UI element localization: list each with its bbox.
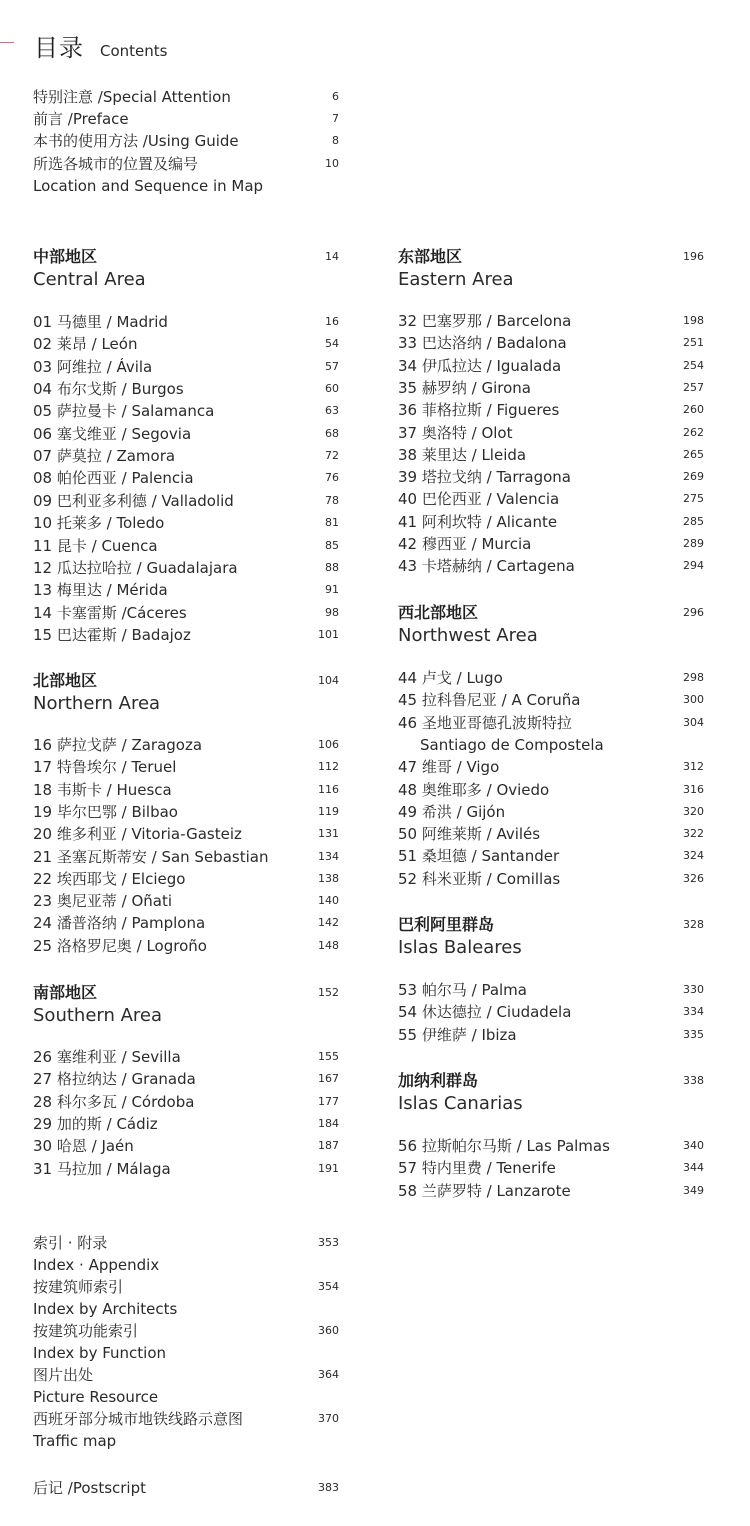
- toc-page-number: 85: [325, 538, 339, 552]
- toc-entry[interactable]: [398, 533, 704, 555]
- toc-entry-label: 18 韦斯卡 / Huesca: [33, 780, 172, 799]
- section-page-number: 196: [683, 250, 704, 263]
- toc-entry-label: 11 昆卡 / Cuenca: [33, 536, 158, 555]
- toc-entry[interactable]: [398, 756, 704, 778]
- toc-page-number: 294: [683, 559, 704, 573]
- toc-entry[interactable]: [398, 377, 704, 399]
- toc-entry[interactable]: [33, 356, 339, 378]
- toc-entry[interactable]: [398, 979, 704, 1001]
- toc-entry-label-en: Traffic map: [33, 1432, 117, 1450]
- section-title-cn: 东部地区: [398, 247, 463, 266]
- section-eastern[interactable]: [398, 246, 704, 292]
- section-canarias[interactable]: [398, 1070, 704, 1116]
- toc-entry[interactable]: [398, 422, 704, 444]
- toc-entry-label: 21 圣塞瓦斯蒂安 / San Sebastian: [33, 847, 269, 866]
- toc-entry[interactable]: [33, 868, 339, 890]
- section-title-cn: 中部地区: [33, 247, 98, 266]
- toc-page-number: 60: [325, 382, 339, 396]
- toc-page-number: 177: [318, 1094, 339, 1108]
- toc-entry[interactable]: [398, 779, 704, 801]
- accent-line: [0, 42, 14, 43]
- toc-entry[interactable]: [398, 555, 704, 577]
- toc-page-number: 330: [683, 983, 704, 996]
- toc-entry[interactable]: [33, 333, 339, 355]
- toc-page-number: 6: [332, 90, 339, 103]
- toc-page-number: 16: [325, 315, 339, 328]
- toc-entry[interactable]: [33, 535, 339, 557]
- toc-entry[interactable]: [33, 1068, 339, 1090]
- toc-entry[interactable]: [33, 935, 339, 957]
- toc-page-number: 320: [683, 804, 704, 818]
- toc-entry[interactable]: [33, 846, 339, 868]
- toc-page-number: 167: [318, 1072, 339, 1086]
- toc-entry-label: 26 塞维利亚 / Sevilla: [33, 1048, 181, 1066]
- toc-page-number: 316: [683, 782, 704, 796]
- toc-entry[interactable]: [398, 310, 704, 332]
- toc-entry-label: 42 穆西亚 / Murcia: [398, 535, 532, 553]
- toc-entry-label: 01 马德里 / Madrid: [33, 313, 168, 331]
- toc-page-number: 187: [318, 1139, 339, 1153]
- toc-entry[interactable]: [33, 1158, 339, 1180]
- section-title-en: Southern Area: [33, 1005, 163, 1026]
- toc-page-number: 76: [325, 471, 339, 485]
- toc-entry-special-attention[interactable]: [33, 86, 339, 108]
- toc-entry-label: 50 阿维莱斯 / Avilés: [398, 825, 541, 844]
- contents-header: [34, 28, 167, 63]
- toc-entry-label: 本书的使用方法 /Using Guide: [33, 132, 239, 150]
- toc-page-number: 191: [318, 1161, 339, 1175]
- toc-entry[interactable]: [398, 444, 704, 466]
- toc-entry-label: 40 巴伦西亚 / Valencia: [398, 490, 560, 509]
- toc-entry-label: 03 阿维拉 / Ávila: [33, 357, 153, 376]
- toc-entry-label: 39 塔拉戈纳 / Tarragona: [398, 468, 571, 487]
- toc-entry[interactable]: [33, 1135, 339, 1157]
- section-page-number: 104: [318, 674, 339, 687]
- toc-page-number: 324: [683, 849, 704, 863]
- toc-entry[interactable]: [398, 332, 704, 354]
- toc-page-number: 63: [325, 404, 339, 418]
- toc-page-number: 8: [332, 134, 339, 147]
- toc-entry-label-en: Index · Appendix: [33, 1256, 160, 1274]
- toc-entry[interactable]: [33, 912, 339, 934]
- section-northwest[interactable]: [398, 602, 704, 648]
- toc-page-number: 148: [318, 938, 339, 952]
- toc-page-number: 116: [318, 782, 339, 796]
- toc-entry[interactable]: [33, 734, 339, 756]
- section-title-en: Islas Canarias: [398, 1093, 523, 1114]
- toc-entry-label: 34 伊瓜拉达 / Igualada: [398, 356, 562, 375]
- toc-entry[interactable]: [398, 355, 704, 377]
- toc-entry[interactable]: [33, 756, 339, 778]
- toc-page-number: 119: [318, 804, 339, 818]
- section-title-cn: 巴利阿里群岛: [398, 915, 495, 934]
- toc-entry[interactable]: [398, 868, 704, 890]
- toc-page-number: 10: [325, 157, 339, 170]
- toc-entry[interactable]: [33, 1091, 339, 1113]
- toc-entry-label: 30 哈恩 / Jaén: [33, 1137, 134, 1156]
- toc-entry[interactable]: [398, 1135, 704, 1157]
- toc-page-number: 265: [683, 447, 704, 461]
- toc-page-number: 57: [325, 359, 339, 373]
- toc-entry-label: 33 巴达洛纳 / Badalona: [398, 334, 567, 353]
- toc-entry-label: 27 格拉纳达 / Granada: [33, 1070, 196, 1089]
- toc-entry-label: 后记 /Postscript: [33, 1479, 147, 1497]
- toc-entry-label: 57 特内里费 / Tenerife: [398, 1159, 556, 1178]
- toc-entry[interactable]: [33, 1046, 339, 1068]
- toc-page-number: 334: [683, 1005, 704, 1019]
- toc-entry[interactable]: [33, 579, 339, 601]
- toc-page-number: 360: [318, 1324, 339, 1337]
- section-title-cn: 加纳利群岛: [398, 1071, 479, 1090]
- toc-page-number: 155: [318, 1050, 339, 1063]
- section-page-number: 152: [318, 986, 339, 999]
- toc-entry[interactable]: [33, 467, 339, 489]
- toc-page-number: 353: [318, 1236, 339, 1249]
- toc-entry[interactable]: [33, 490, 339, 512]
- toc-page-number: 300: [683, 693, 704, 707]
- toc-entry-label: 46 圣地亚哥德孔波斯特拉: [398, 713, 572, 732]
- toc-entry-label: 24 潘普洛纳 / Pamplona: [33, 914, 206, 933]
- toc-page-number: 254: [683, 358, 704, 372]
- toc-entry-label: 55 伊维萨 / Ibiza: [398, 1025, 517, 1044]
- section-page-number: 14: [325, 250, 339, 263]
- toc-page-number: 68: [325, 426, 339, 440]
- toc-page-number: 275: [683, 492, 704, 506]
- toc-entry-sublabel: Santiago de Compostela: [420, 736, 604, 754]
- toc-entry-label-en: Index by Function: [33, 1344, 167, 1362]
- toc-entry[interactable]: [398, 399, 704, 421]
- toc-entry-label: 22 埃西耶戈 / Elciego: [33, 869, 186, 888]
- toc-entry[interactable]: [33, 423, 339, 445]
- section-title-cn: 北部地区: [33, 671, 98, 690]
- toc-entry[interactable]: [398, 823, 704, 845]
- toc-entry[interactable]: [33, 445, 339, 467]
- section-title-en: Central Area: [33, 269, 146, 290]
- toc-entry[interactable]: [33, 378, 339, 400]
- toc-entry[interactable]: [33, 400, 339, 422]
- toc-entry-picture-resource[interactable]: [33, 1364, 339, 1408]
- toc-entry[interactable]: [33, 1113, 339, 1135]
- toc-page-number: 106: [318, 738, 339, 751]
- section-northern[interactable]: [33, 670, 339, 716]
- toc-entry-label: 37 奥洛特 / Olot: [398, 423, 513, 442]
- toc-page-number: 198: [683, 314, 704, 327]
- toc-entry-label: 07 萨莫拉 / Zamora: [33, 447, 176, 466]
- toc-entry-label: 29 加的斯 / Cádiz: [33, 1114, 158, 1133]
- toc-entry-label: 05 萨拉曼卡 / Salamanca: [33, 402, 215, 421]
- toc-page-number: 131: [318, 827, 339, 841]
- toc-entry-label: 41 阿利坎特 / Alicante: [398, 512, 558, 531]
- section-page-number: 328: [683, 918, 704, 931]
- toc-entry-label: 前言 /Preface: [33, 110, 129, 128]
- toc-page-number: 304: [683, 715, 704, 729]
- toc-page-number: 335: [683, 1027, 704, 1041]
- toc-entry-traffic-map[interactable]: [33, 1408, 339, 1452]
- toc-entry-label: 47 维哥 / Vigo: [398, 758, 500, 777]
- section-title-en: Northern Area: [33, 693, 161, 714]
- toc-page-number: 383: [318, 1481, 339, 1494]
- toc-entry-label: 02 莱昂 / León: [33, 335, 138, 354]
- toc-entry-label: 32 巴塞罗那 / Barcelona: [398, 312, 572, 330]
- toc-page-number: 98: [325, 605, 339, 619]
- toc-entry-using-guide[interactable]: [33, 130, 339, 152]
- toc-page-number: 112: [318, 760, 339, 774]
- toc-entry-label: 16 萨拉戈萨 / Zaragoza: [33, 736, 203, 754]
- toc-page-number: 322: [683, 827, 704, 841]
- toc-page-number: 54: [325, 337, 339, 351]
- toc-page-number: 262: [683, 425, 704, 439]
- toc-entry-label-en: Index by Architects: [33, 1300, 178, 1318]
- section-title-en: Northwest Area: [398, 625, 538, 646]
- toc-entry[interactable]: [398, 689, 704, 711]
- toc-entry[interactable]: [33, 311, 339, 333]
- section-title-cn: 南部地区: [33, 983, 98, 1002]
- toc-entry[interactable]: [398, 511, 704, 533]
- toc-page-number: 138: [318, 871, 339, 885]
- section-page-number: 296: [683, 606, 704, 619]
- toc-entry-label: 53 帕尔马 / Palma: [398, 981, 527, 999]
- toc-page-number: 260: [683, 403, 704, 417]
- toc-entry-label-cn: 索引 · 附录: [33, 1234, 108, 1252]
- toc-entry-label-cn: 图片出处: [33, 1366, 94, 1384]
- toc-entry[interactable]: [398, 712, 704, 734]
- toc-entry-index-appendix[interactable]: [33, 1232, 339, 1276]
- toc-entry-label: 31 马拉加 / Málaga: [33, 1159, 171, 1178]
- toc-entry-label: 14 卡塞雷斯 /Cáceres: [33, 603, 187, 622]
- toc-entry-label: 45 拉科鲁尼亚 / A Coruña: [398, 691, 581, 710]
- toc-entry-label-cn: 按建筑师索引: [33, 1278, 124, 1296]
- toc-entry-index-function[interactable]: [33, 1320, 339, 1364]
- toc-page-number: 251: [683, 336, 704, 350]
- toc-entry-label: 38 莱里达 / Lleida: [398, 445, 527, 464]
- section-baleares[interactable]: [398, 914, 704, 960]
- toc-entry[interactable]: [398, 1180, 704, 1202]
- toc-entry-label: 49 希洪 / Gijón: [398, 802, 506, 821]
- toc-page-number: 101: [318, 627, 339, 641]
- toc-page-number: 184: [318, 1116, 339, 1130]
- page-title-en: Contents: [100, 42, 168, 60]
- toc-entry[interactable]: [398, 667, 704, 689]
- toc-page-number: 349: [683, 1183, 704, 1197]
- toc-entry[interactable]: [33, 823, 339, 845]
- toc-entry[interactable]: [33, 624, 339, 646]
- toc-entry-label: 12 瓜达拉哈拉 / Guadalajara: [33, 558, 238, 577]
- toc-entry-label: 28 科尔多瓦 / Córdoba: [33, 1092, 195, 1111]
- toc-entry-label: 44 卢戈 / Lugo: [398, 669, 503, 687]
- toc-entry[interactable]: [33, 779, 339, 801]
- toc-page-number: 88: [325, 560, 339, 574]
- toc-entry[interactable]: [398, 488, 704, 510]
- toc-entry-label: 35 赫罗纳 / Girona: [398, 378, 531, 397]
- toc-entry[interactable]: [398, 466, 704, 488]
- toc-page-number: 91: [325, 583, 339, 597]
- toc-entry[interactable]: [33, 801, 339, 823]
- toc-page-number: 326: [683, 871, 704, 885]
- toc-entry-label: 52 科米亚斯 / Comillas: [398, 869, 561, 888]
- toc-entry-postscript[interactable]: [33, 1477, 339, 1499]
- toc-page-number: 72: [325, 449, 339, 463]
- toc-entry-label-cn: 西班牙部分城市地铁线路示意图: [33, 1410, 244, 1428]
- toc-page-number: 354: [318, 1280, 339, 1293]
- toc-page-number: 81: [325, 516, 339, 530]
- toc-page-number: 134: [318, 849, 339, 863]
- toc-entry[interactable]: [33, 557, 339, 579]
- toc-entry-label: 特别注意 /Special Attention: [33, 88, 231, 106]
- toc-page-number: 344: [683, 1161, 704, 1175]
- index-block: [33, 1232, 339, 1452]
- toc-entry-index-architects[interactable]: [33, 1276, 339, 1320]
- toc-entry-sublabel: Location and Sequence in Map: [33, 177, 264, 195]
- toc-entry-label: 58 兰萨罗特 / Lanzarote: [398, 1181, 571, 1200]
- toc-page-number: 340: [683, 1139, 704, 1152]
- toc-page-number: 364: [318, 1368, 339, 1381]
- toc-page-number: 298: [683, 671, 704, 684]
- toc-entry[interactable]: [398, 1157, 704, 1179]
- toc-entry-label: 09 巴利亚多利德 / Valladolid: [33, 491, 234, 510]
- toc-entry-label: 48 奥维耶多 / Oviedo: [398, 780, 550, 799]
- toc-entry-label-en: Picture Resource: [33, 1388, 159, 1406]
- toc-page-number: 370: [318, 1412, 339, 1425]
- toc-entry-label: 15 巴达霍斯 / Badajoz: [33, 625, 191, 644]
- toc-entry-label: 19 毕尔巴鄂 / Bilbao: [33, 802, 178, 821]
- toc-entry-label: 04 布尔戈斯 / Burgos: [33, 380, 184, 399]
- page-title-cn: 目录: [34, 34, 84, 62]
- toc-page-number: 7: [332, 112, 339, 125]
- toc-page-number: 257: [683, 380, 704, 394]
- toc-entry-label: 08 帕伦西亚 / Palencia: [33, 469, 194, 488]
- toc-entry-label: 所选各城市的位置及编号: [33, 155, 199, 173]
- toc-entry-label-cn: 按建筑功能索引: [33, 1322, 139, 1340]
- section-title-cn: 西北部地区: [398, 603, 479, 622]
- toc-entry[interactable]: [398, 801, 704, 823]
- toc-page-number: 142: [318, 916, 339, 930]
- toc-entry-label: 20 维多利亚 / Vitoria-Gasteiz: [33, 825, 242, 844]
- toc-entry-label: 54 休达德拉 / Ciudadela: [398, 1003, 572, 1022]
- toc-page-number: 140: [318, 894, 339, 908]
- toc-page-number: 78: [325, 493, 339, 507]
- toc-entry-location-map[interactable]: [33, 153, 339, 175]
- toc-page-number: 312: [683, 760, 704, 774]
- toc-entry[interactable]: [33, 512, 339, 534]
- toc-entry-label: 06 塞戈维亚 / Segovia: [33, 424, 192, 443]
- toc-page-number: 269: [683, 470, 704, 484]
- section-page-number: 338: [683, 1074, 704, 1087]
- toc-entry-preface[interactable]: [33, 108, 339, 130]
- toc-entry-label: 13 梅里达 / Mérida: [33, 581, 168, 600]
- toc-entry-label: 25 洛格罗尼奥 / Logroño: [33, 936, 207, 955]
- section-central[interactable]: [33, 246, 339, 292]
- toc-page-number: 285: [683, 514, 704, 528]
- toc-entry-label: 36 菲格拉斯 / Figueres: [398, 401, 560, 420]
- toc-entry[interactable]: [33, 890, 339, 912]
- toc-entry[interactable]: [33, 602, 339, 624]
- section-southern[interactable]: [33, 982, 339, 1028]
- toc-page-number: 289: [683, 537, 704, 550]
- section-title-en: Islas Baleares: [398, 937, 522, 958]
- toc-entry-label: 43 卡塔赫纳 / Cartagena: [398, 557, 575, 576]
- toc-entry-label: 23 奥尼亚蒂 / Oñati: [33, 892, 172, 911]
- toc-entry-label: 17 特鲁埃尔 / Teruel: [33, 758, 177, 777]
- toc-entry-label: 51 桑坦德 / Santander: [398, 847, 560, 866]
- section-title-en: Eastern Area: [398, 269, 514, 290]
- toc-entry[interactable]: [398, 1001, 704, 1023]
- toc-entry[interactable]: [398, 1024, 704, 1046]
- toc-entry-label: 56 拉斯帕尔马斯 / Las Palmas: [398, 1137, 610, 1155]
- toc-entry-label: 10 托莱多 / Toledo: [33, 514, 165, 533]
- toc-entry[interactable]: [398, 845, 704, 867]
